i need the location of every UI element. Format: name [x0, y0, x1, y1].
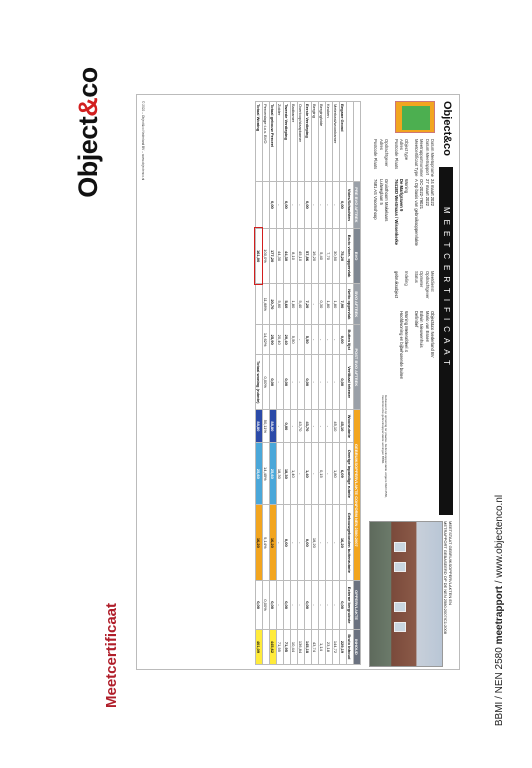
row-label: Berging	[312, 102, 319, 182]
table-cell: 16,20	[340, 505, 347, 581]
table-cell: 23,18	[326, 629, 333, 664]
table-cell: 50,11%	[263, 410, 270, 443]
table-cell: -	[326, 410, 333, 443]
table-cell: -	[333, 505, 340, 581]
table-cell: 0,00	[284, 581, 291, 630]
table-cell: 5,60	[277, 284, 284, 325]
table-cell	[256, 325, 263, 355]
table-cell: 144,72	[333, 629, 340, 664]
table-row	[333, 102, 340, 665]
table-cell: -	[312, 325, 319, 355]
table-cell: 161,00	[256, 228, 263, 284]
page-title: Meetcertificaat	[103, 602, 121, 708]
table-cell: 0,00	[305, 182, 312, 229]
table-cell: 229,19	[340, 629, 347, 664]
table-cell: -	[298, 505, 305, 581]
table-cell: -	[319, 355, 326, 410]
table-cell: 1,40	[291, 443, 298, 505]
row-label: Totaal Woning	[256, 102, 263, 182]
table-cell: 88,80	[256, 410, 263, 443]
table-cell: -	[312, 410, 319, 443]
table-cell: 1,14	[319, 629, 326, 664]
table-cell: 45,10	[340, 410, 347, 443]
table-cell: 16,20	[312, 505, 319, 581]
table-cell: -	[312, 443, 319, 505]
table-cell: 16,20	[270, 505, 277, 581]
table-cell: 10,44	[291, 629, 298, 664]
table-cell: -	[326, 325, 333, 355]
table-cell: 44,30	[284, 228, 291, 284]
table-cell: 71,95	[277, 629, 284, 664]
table-cell: 0,00	[284, 355, 291, 410]
table-row	[340, 102, 347, 665]
table-cell: -	[312, 355, 319, 410]
table-cell: -	[291, 355, 298, 410]
table-row	[284, 102, 291, 665]
table-cell: 43,70	[305, 410, 312, 443]
table-cell: 1,40	[305, 443, 312, 505]
table-cell: -	[298, 182, 305, 229]
table-cell: 75,20	[340, 228, 347, 284]
table-cell: -	[277, 182, 284, 229]
table-cell: 20,40	[284, 325, 291, 355]
table-row	[263, 102, 270, 665]
sheet-banner: MEETCERTIFICAAT	[439, 167, 453, 515]
measurement-table	[255, 101, 361, 665]
row-label: Percentage t.o.v. BVO	[263, 102, 270, 182]
table-cell: -	[333, 581, 340, 630]
table-cell: 57,86	[305, 228, 312, 284]
table-cell: -	[291, 581, 298, 630]
table-cell: -	[312, 581, 319, 630]
table-cell: 5,40	[298, 284, 305, 325]
table-cell: -	[319, 182, 326, 229]
table-cell: -	[319, 410, 326, 443]
table-cell: 88,80	[270, 410, 277, 443]
table-cell: 177,20	[270, 228, 277, 284]
sheet-header-right: MEETSTAAT GEBRUIKSOPPERVLAKTEN EN METRAPPORT GEBASEERD OP DE NEN 2580:2007/C1:2008	[443, 521, 453, 634]
table-row	[312, 102, 319, 665]
table-cell: -	[291, 410, 298, 443]
table-cell: 0,00	[340, 182, 347, 229]
measurement-note: Gebaseerd op opmeting ter plaatse. Gebruiksoppervlakte volgens NEN 2580, meetinstructie gebruiksoppervlakte woningen BBMI.	[380, 395, 388, 498]
certificate-document	[136, 94, 460, 670]
table-cell: 44,30	[277, 228, 284, 284]
table-cell: 0,15	[319, 443, 326, 505]
row-label: Overloop/slaapkamer	[298, 102, 305, 182]
table-cell: 0,00%	[263, 581, 270, 630]
table-cell: 0,00	[284, 410, 291, 443]
table-cell: 25,60	[256, 443, 263, 505]
table-cell: -	[277, 410, 284, 443]
table-cell: 0,00	[305, 505, 312, 581]
table-cell: 18,30	[284, 443, 291, 505]
table-cell: -	[291, 505, 298, 581]
table-cell: 25,60	[270, 443, 277, 505]
table-cell: -	[312, 182, 319, 229]
table-cell: 71,95	[284, 629, 291, 664]
row-label: Eerste Verdieping	[305, 102, 312, 182]
table-group-row: PRE BVO AFTREK BVO BVO AFTREK POST BVO AFTREK GEBRUIKSOPPERVLAKTE CONFORM NEN 2580:2007 OPPERVLAKTE INHOUD	[354, 102, 361, 665]
table-cell: 7,90	[340, 284, 347, 325]
table-cell: 401,09	[256, 629, 263, 664]
row-label: Berging/vide	[319, 102, 326, 182]
table-row	[305, 102, 312, 665]
table-cell: Totaal woning (ruimte)	[256, 355, 263, 410]
table-cell: -	[298, 325, 305, 355]
table-cell	[263, 182, 270, 229]
table-cell: 11,68%	[263, 284, 270, 325]
sheet-logo: Object&co	[441, 101, 453, 157]
row-label: Totaal gebouw Perceel	[270, 102, 277, 182]
table-cell: 45,10	[333, 410, 340, 443]
table-cell: -	[326, 355, 333, 410]
sheet-footer: © 2022 – Object&co Nederland BV – www.objectenco.nl	[141, 101, 145, 181]
table-row	[256, 102, 263, 665]
table-cell: -	[333, 355, 340, 410]
table-cell: -	[277, 581, 284, 630]
table-cell: 0,00	[340, 355, 347, 410]
meta-left: Datum Meetopname24 maart 2022 Datum Meetrapport27 maart 2022 MeetrapportnummerOC-2022-79021 Meetcertificaat TypeA Op basis van gebruiksoppervlakte Object typeWoning AdresDe Marlgraven 9 Postcode Plaats7641ED Westmaas / Wissenkerke OpdrachtgeverGruisthoorn Makelaars AdresLuitweglaan 5 Postcode Plaats7681 AS Vroomshoop	[373, 139, 435, 246]
table-cell: 43,70	[298, 410, 305, 443]
table-cell: 18,30	[277, 443, 284, 505]
table-cell: 1,80	[333, 284, 340, 325]
table-cell: 0,00%	[263, 355, 270, 410]
row-label: Badkamer	[291, 102, 298, 182]
table-cell: -	[312, 284, 319, 325]
table-cell: -	[333, 325, 340, 355]
table-cell: 20,40	[277, 325, 284, 355]
table-cell: 100,0%	[263, 228, 270, 284]
table-cell: -	[277, 355, 284, 410]
table-cell: -	[319, 581, 326, 630]
footer-reference: BBMI / NEN 2580 meetrapport / www.objectenco.nl	[494, 494, 506, 726]
table-cell: 9,14%	[263, 505, 270, 581]
table-cell: 0,00	[305, 581, 312, 630]
table-cell: -	[319, 325, 326, 355]
table-cell: 14,45%	[263, 443, 270, 505]
table-row	[326, 102, 333, 665]
table-cell: -	[298, 581, 305, 630]
table-cell: 0,00	[270, 182, 277, 229]
table-cell: 1,80	[291, 284, 298, 325]
table-cell: 14,62%	[263, 325, 270, 355]
table-cell: 1,80	[333, 443, 340, 505]
table-cell: 0,00	[284, 505, 291, 581]
row-label: Tweede Verdieping	[284, 102, 291, 182]
table-cell: -	[298, 443, 305, 505]
table-cell: 7,20	[305, 284, 312, 325]
table-cell: 25,90	[270, 325, 277, 355]
table-cell: 0,30	[319, 284, 326, 325]
table-cell: -	[326, 443, 333, 505]
energy-label-badge	[395, 101, 435, 133]
table-cell: 0,00	[270, 355, 277, 410]
table-cell: 1,80	[326, 284, 333, 325]
table-row	[270, 102, 277, 665]
row-label: Meterkast/woonkamer	[333, 102, 340, 182]
table-cell: -	[326, 505, 333, 581]
table-header-row: Vides/Schachten Bruto vloer- oppervlak Netto oppervlak Buiten lijst Vertikaal tekener Woonruimte Overige inpandige ruimte Gebouwgebonden buitenruimte Externe bergruimte Bruto inhoud	[347, 102, 354, 665]
row-label: Zolder	[277, 102, 284, 182]
table-cell: 16,20	[256, 505, 263, 581]
table-cell: -	[326, 581, 333, 630]
table-cell: 8,10	[291, 228, 298, 284]
table-cell: -	[298, 355, 305, 410]
table-row	[277, 102, 284, 665]
table-cell: 0,00	[340, 581, 347, 630]
table-cell: 20,70	[270, 284, 277, 325]
table-cell: -	[326, 182, 333, 229]
table-cell: 0,00	[256, 581, 263, 630]
property-photo	[369, 521, 443, 667]
table-cell: 7,70	[326, 228, 333, 284]
table-cell	[263, 629, 270, 664]
table-cell: 43,74	[312, 629, 319, 664]
table-cell: -	[319, 505, 326, 581]
table-cell: 5,40	[319, 228, 326, 284]
table-cell: 0,00	[305, 355, 312, 410]
table-cell: 6,09	[340, 443, 347, 505]
table-cell: 136,84	[298, 629, 305, 664]
brand-logo: Object&co	[72, 66, 103, 198]
table-cell: 5,50	[291, 325, 298, 355]
table-row	[291, 102, 298, 665]
table-cell: 0,00	[270, 581, 277, 630]
table-cell	[256, 182, 263, 229]
table-cell: 0,00	[284, 182, 291, 229]
table-cell: -	[277, 505, 284, 581]
table-row	[298, 102, 305, 665]
table-cell: 145,18	[305, 629, 312, 664]
table-cell: 30,90	[333, 228, 340, 284]
certificate-sheet	[136, 94, 460, 670]
row-label: Keuken	[326, 102, 333, 182]
table-cell: 16,20	[312, 228, 319, 284]
table-cell: 5,60	[284, 284, 291, 325]
table-cell: 45,10	[298, 228, 305, 284]
table-cell: 0,00	[340, 325, 347, 355]
table-cell: 5,50	[305, 325, 312, 355]
table-cell: -	[291, 182, 298, 229]
table-cell: 445,62	[270, 629, 277, 664]
table-row	[319, 102, 326, 665]
table-cell	[256, 284, 263, 325]
table-cell: -	[333, 182, 340, 229]
meta-mid: MeetdienstObject&co Nederland BV OpdrachtgeverMario van Essen OpmeterEdwin Nieuwenhuis StatusDefinitief IndelingWoning Meterafdeel 4 Hoofdwoning en bijbehorende buiten gebruiksobject	[393, 271, 435, 380]
row-label: Begane Grond	[340, 102, 347, 182]
